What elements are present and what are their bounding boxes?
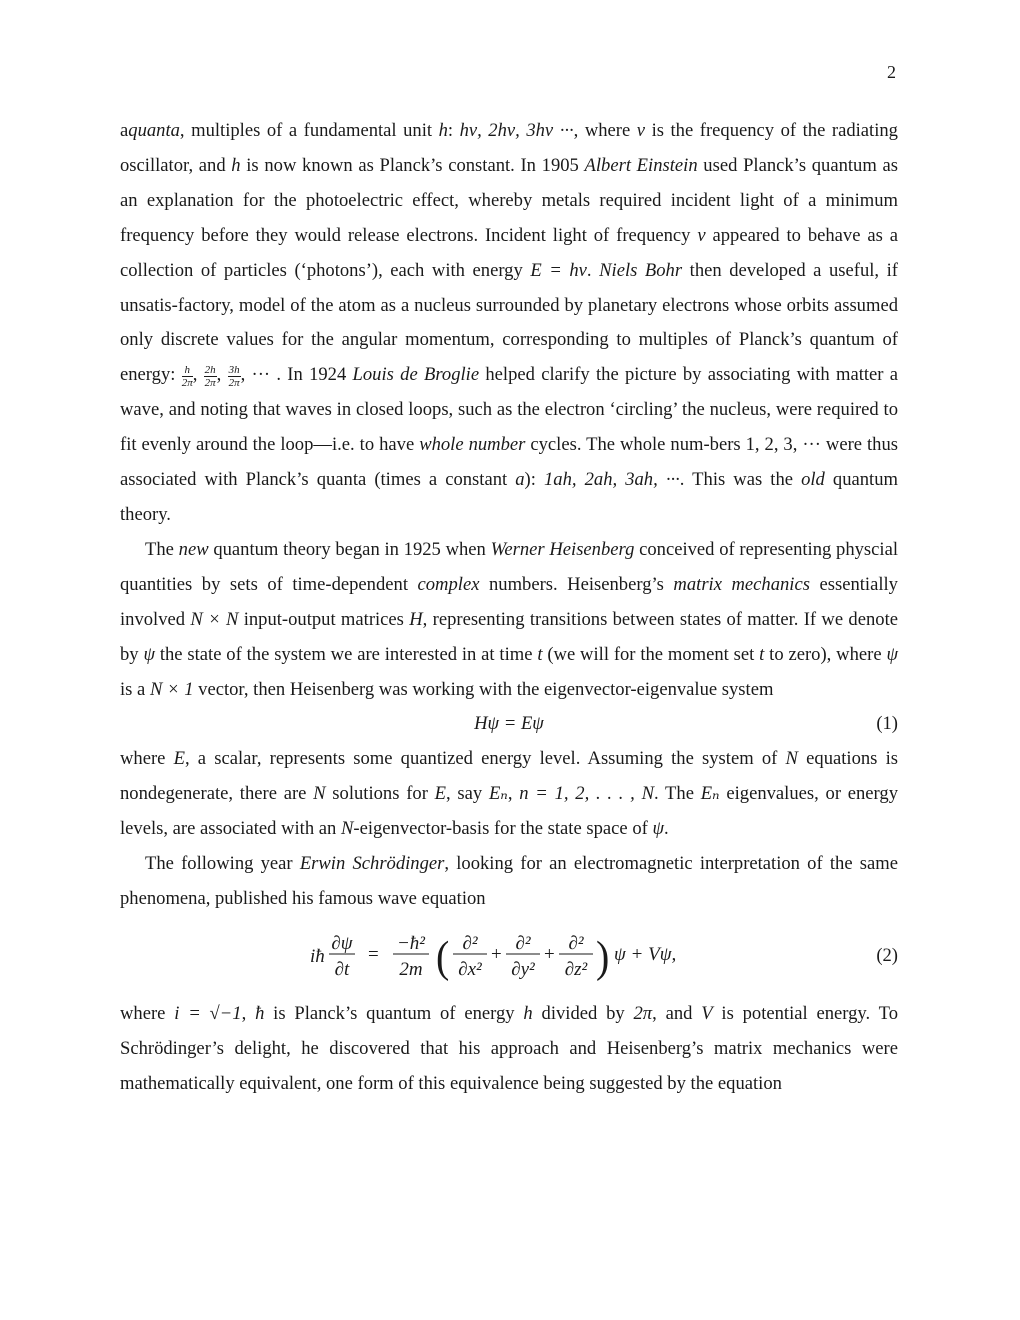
name-schrodinger: Erwin Schrödinger — [299, 853, 445, 875]
eq2-right-paren: ) — [596, 933, 610, 982]
equation-1-body: Hψ = Eψ — [474, 713, 544, 735]
page-number: 2 — [887, 62, 896, 82]
eq2-term2-den: ∂y² — [511, 958, 535, 980]
equation-1 — [120, 707, 898, 742]
eq2-term3-num: ∂² — [568, 932, 584, 954]
body-text — [120, 114, 898, 1102]
paragraph-4: The following year Erwin Schrödinger, looking for an electromagnetic interpretation of the same phenomena, published his famous wave equation — [120, 853, 898, 909]
schrodinger-equation — [310, 923, 710, 989]
eq2-term2-num: ∂² — [515, 932, 531, 954]
fraction-3h-2pi: $\frac{3h}{2\pi}$ — [228, 364, 240, 390]
fraction-h-2pi: $\frac{h}{2\pi}$ — [181, 364, 193, 390]
eq2-lhs-num: ∂ψ — [331, 932, 353, 954]
equation-2 — [120, 917, 898, 997]
paragraph-5: where i = √−1, ħ is Planck’s quantum of energy h divided by 2π, and V is potential energy. To Schrödinger’s delight, he discovered that his approach and Heisenberg’s matrix mechanics were mathematically equivalent, one form of this equivalence being suggested by the equation — [120, 1002, 898, 1094]
name-heisenberg: Werner Heisenberg — [490, 538, 635, 560]
eq2-coef-den: 2m — [399, 958, 423, 980]
equation-1-number: (1) — [876, 713, 898, 735]
eq2-lhs-den: ∂t — [334, 958, 350, 980]
eq2-coef-num: −ħ² — [396, 932, 426, 954]
eq2-plus-1: + — [491, 943, 502, 965]
eq2-equals: = — [368, 943, 379, 965]
eq2-lhs-prefix: iħ — [310, 945, 325, 967]
eq2-term1-den: ∂x² — [458, 958, 482, 980]
paragraph-2: The new quantum theory began in 1925 when Werner Heisenberg conceived of representing physcial quantities by sets of time-dependent complex numbers. Heisenberg’s matrix mechanics essentially involved N × N input-output matrices H, representing transitions between states of matter. If we denote by ψ the state of the system we are interested in at time t (we will for the moment set t to zero), where ψ is a N × 1 vector, then Heisenberg was working with the eigenvector-eigenvalue system — [120, 538, 898, 700]
equation-2-number: (2) — [876, 944, 898, 966]
eq2-plus-2: + — [544, 943, 555, 965]
name-bohr: Niels Bohr — [599, 259, 683, 281]
paragraph-3: where E, a scalar, represents some quantized energy level. Assuming the system of N equations is nondegenerate, there are N solutions for E, say Eₙ, n = 1, 2, . . . , N. The Eₙ eigenvalues, or energy levels, are associated with an N-eigenvector-basis for the state space of ψ. — [120, 748, 899, 840]
fraction-2h-2pi: $\frac{2h}{2\pi}$ — [204, 364, 216, 390]
name-de-broglie: Louis de Broglie — [352, 364, 480, 386]
eq2-left-paren: ( — [436, 933, 450, 982]
eq2-tail: ψ + Vψ, — [614, 943, 677, 965]
eq2-term3-den: ∂z² — [564, 958, 588, 980]
eq2-term1-num: ∂² — [462, 932, 478, 954]
paragraph-1: aquanta, multiples of a fundamental unit h: hν, 2hν, 3hν ···, where ν is the frequency of the radiating oscillator, and h is now known as Planck’s constant. In 1905 Albert Einstein used Planck’s quantum as an explanation for the photoelectric effect, whereby metals required incident light of a minimum frequency before they would release electrons. Incident light of frequency ν appeared to behave as a collection of particles (‘photons’), each with energy E = hν. Niels Bohr then developed a useful, if unsatis-factory, model of the atom as a nucleus surrounded by planetary electrons whose orbits assumed only discrete values for the angular momentum, corresponding to multiples of Planck’s quantum of energy: $\frac{h}{2\pi}$ , $\frac{2h}{2\pi}$ , $\frac{3h}{2\pi}$ , ··· . In 1924 Louis de Broglie helped clarify the picture by associating with matter a wave, and noting that waves in closed loops, such as the electron ‘circling’ the nucleus, were required to fit evenly around the loop—i.e. to have whole number cycles. The whole num-bers 1, 2, 3, ··· were thus associated with Planck’s quanta (times a constant a): 1ah, 2ah, 3ah, ···. This was the old quantum theory. — [120, 120, 899, 525]
name-einstein: Albert Einstein — [584, 154, 698, 176]
